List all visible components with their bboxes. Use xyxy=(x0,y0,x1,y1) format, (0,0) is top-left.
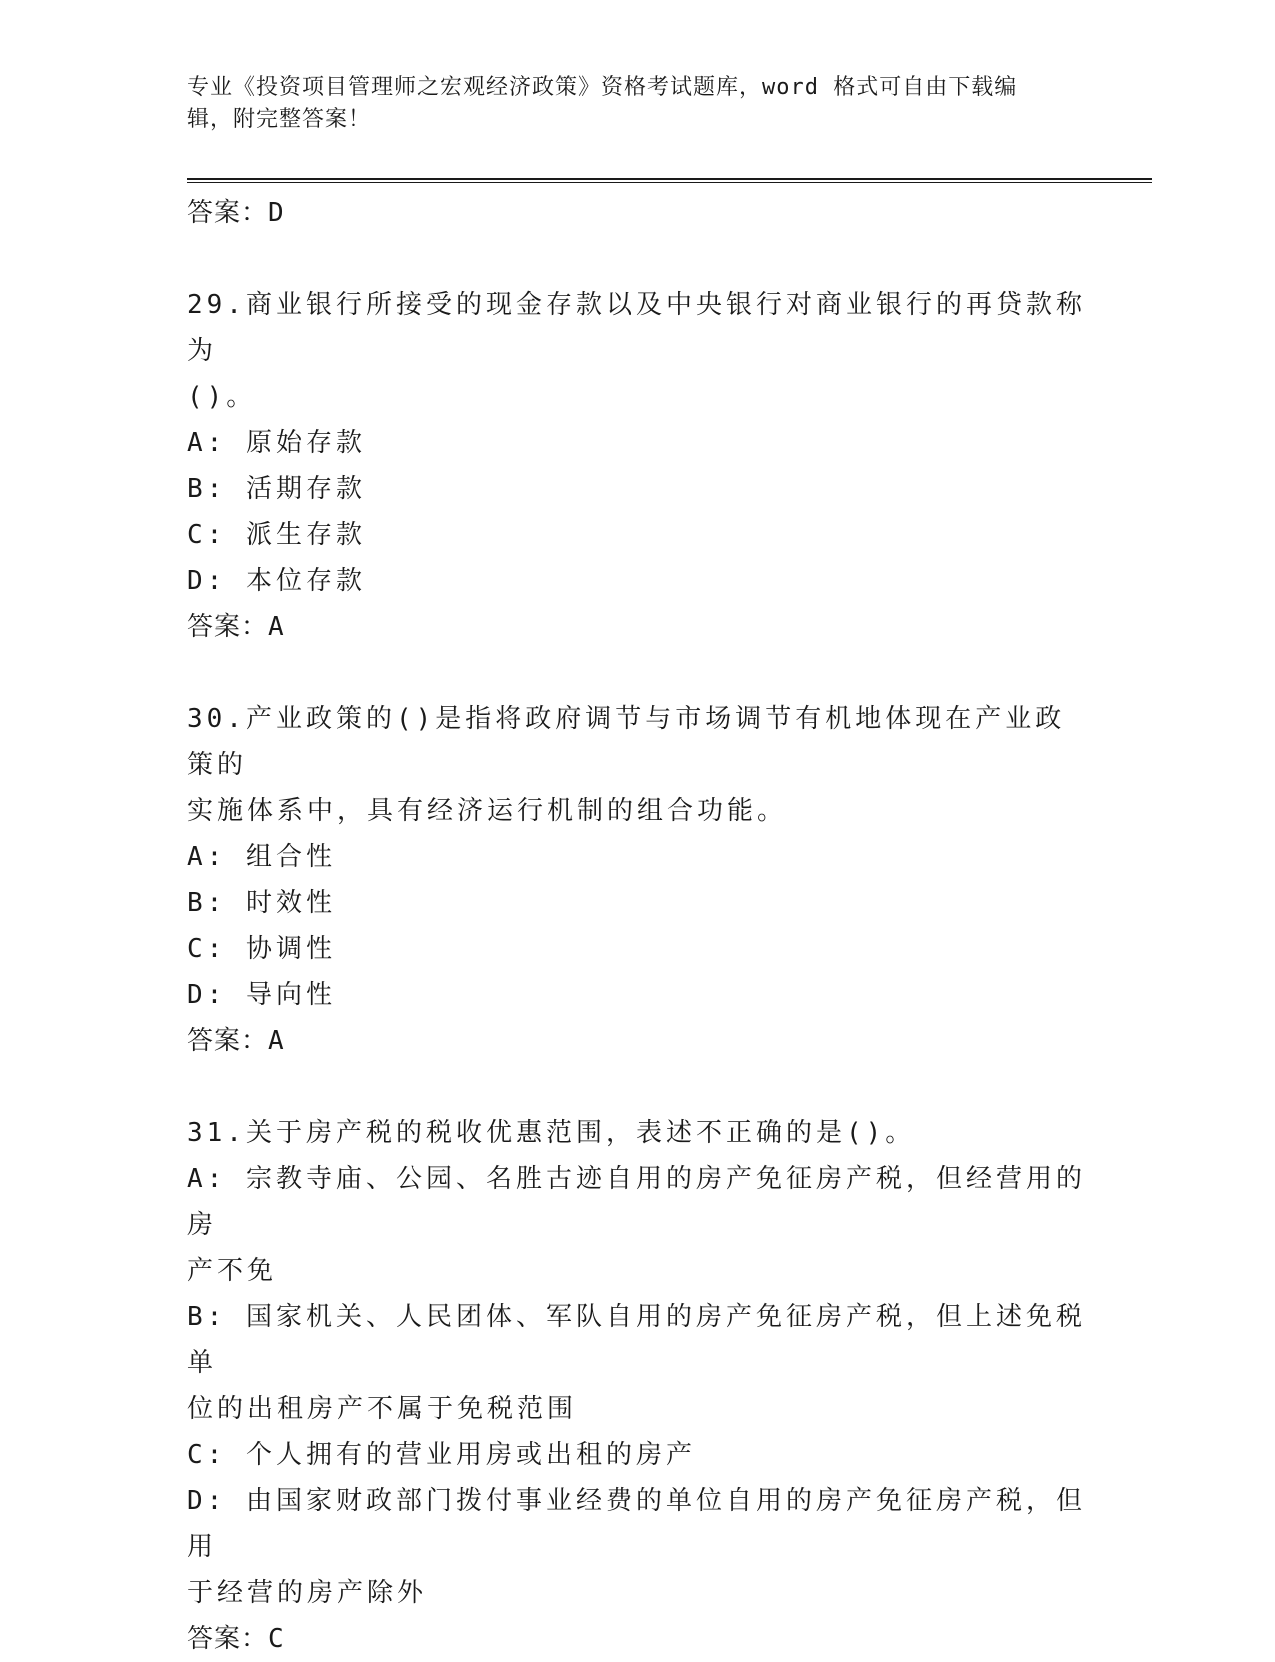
stem-line: 29.商业银行所接受的现金存款以及中央银行对商业银行的再贷款称为 xyxy=(187,290,1086,366)
option-b xyxy=(187,880,1087,926)
option-line: 于经营的房产除外 xyxy=(187,1578,428,1608)
option-d xyxy=(187,972,1087,1018)
answer-line: 答案：C xyxy=(187,1624,285,1654)
header-line-2: 辑，附完整答案！ xyxy=(187,107,372,132)
option-line: D: 由国家财政部门拨付事业经费的单位自用的房产免征房产税，但用 xyxy=(187,1486,1086,1562)
stem-line: 31.关于房产税的税收优惠范围，表述不正确的是()。 xyxy=(187,1118,916,1148)
option-c xyxy=(187,926,1087,972)
option-a xyxy=(187,1156,1087,1294)
question-stem xyxy=(187,696,1087,834)
option-line: B: 国家机关、人民团体、军队自用的房产免征房产税，但上述免税单 xyxy=(187,1302,1086,1378)
header-divider-thin xyxy=(187,182,1152,183)
option-line: 位的出租房产不属于免税范围 xyxy=(187,1394,578,1424)
option-b xyxy=(187,466,1087,512)
header-line-1: 专业《投资项目管理师之宏观经济政策》资格考试题库，word 格式可自由下载编 xyxy=(187,75,1018,100)
option-line: A: 宗教寺庙、公园、名胜古迹自用的房产免征房产税，但经营用的房 xyxy=(187,1164,1086,1240)
stem-line: 30.产业政策的()是指将政府调节与市场调节有机地体现在产业政策的 xyxy=(187,704,1066,780)
option-a xyxy=(187,420,1087,466)
option-line: C: 个人拥有的营业用房或出租的房产 xyxy=(187,1440,696,1470)
option-line: A: 原始存款 xyxy=(187,428,366,458)
option-line: 产不免 xyxy=(187,1256,278,1286)
option-line: D: 导向性 xyxy=(187,980,336,1010)
answer-line: 答案：A xyxy=(187,612,285,642)
option-line: C: 协调性 xyxy=(187,934,336,964)
question-29 xyxy=(187,282,1087,650)
option-a xyxy=(187,834,1087,880)
option-b xyxy=(187,1294,1087,1432)
option-d xyxy=(187,558,1087,604)
option-c xyxy=(187,1432,1087,1478)
question-stem xyxy=(187,1110,1087,1156)
question-content xyxy=(187,190,1087,1662)
answer-line: 答案：A xyxy=(187,1026,285,1056)
option-line: D: 本位存款 xyxy=(187,566,366,596)
option-c xyxy=(187,512,1087,558)
option-line: B: 时效性 xyxy=(187,888,336,918)
stem-line: 实施体系中，具有经济运行机制的组合功能。 xyxy=(187,796,788,826)
option-line: C: 派生存款 xyxy=(187,520,366,550)
option-line: A: 组合性 xyxy=(187,842,336,872)
option-line: B: 活期存款 xyxy=(187,474,366,504)
stem-line: ()。 xyxy=(187,382,257,412)
question-31 xyxy=(187,1110,1087,1662)
question-stem xyxy=(187,282,1087,420)
answer-line: 答案：D xyxy=(187,198,285,228)
question-30 xyxy=(187,696,1087,1064)
option-d xyxy=(187,1478,1087,1616)
document-header xyxy=(187,72,1067,136)
header-divider-thick xyxy=(187,178,1152,180)
